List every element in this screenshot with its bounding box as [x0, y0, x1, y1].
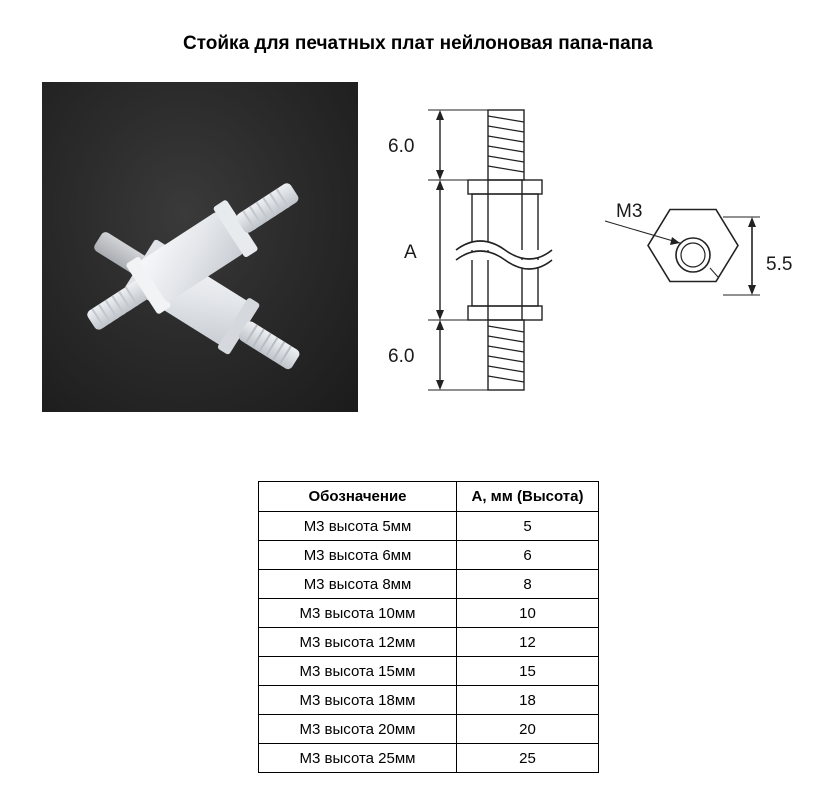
standoff-hex-drawing	[600, 195, 810, 305]
page-title: Стойка для печатных плат нейлоновая папа-папа	[183, 33, 653, 54]
designation-cell: М3 высота 18мм	[259, 686, 457, 715]
height-cell: 10	[457, 599, 599, 628]
table-row	[259, 599, 599, 628]
designation-cell: М3 высота 6мм	[259, 541, 457, 570]
table-row	[259, 541, 599, 570]
product-photo	[42, 82, 358, 412]
height-cell: 15	[457, 657, 599, 686]
height-cell: 25	[457, 744, 599, 773]
table-row	[259, 744, 599, 773]
column-header-designation: Обозначение	[259, 482, 457, 512]
top-thread-dimension: 6.0	[388, 136, 415, 157]
table-row	[259, 512, 599, 541]
designation-cell: М3 высота 15мм	[259, 657, 457, 686]
table-row	[259, 657, 599, 686]
table-header-row	[259, 482, 599, 512]
table-row	[259, 686, 599, 715]
column-header-height: А, мм (Высота)	[457, 482, 599, 512]
height-cell: 20	[457, 715, 599, 744]
designation-cell: М3 высота 12мм	[259, 628, 457, 657]
hex-width-dimension: 5.5	[766, 254, 793, 275]
standoff-side-drawing	[380, 100, 580, 400]
bottom-thread-dimension: 6.0	[388, 346, 415, 367]
nylon-standoff-image	[42, 82, 358, 412]
table-row	[259, 628, 599, 657]
table-row	[259, 570, 599, 599]
height-dimension-a: A	[404, 242, 417, 263]
designation-cell: М3 высота 10мм	[259, 599, 457, 628]
table-row	[259, 715, 599, 744]
height-cell: 12	[457, 628, 599, 657]
thread-size-label: M3	[616, 201, 643, 222]
designation-cell: М3 высота 8мм	[259, 570, 457, 599]
designation-cell: М3 высота 5мм	[259, 512, 457, 541]
height-cell: 5	[457, 512, 599, 541]
spec-table	[258, 481, 599, 773]
height-cell: 6	[457, 541, 599, 570]
height-cell: 8	[457, 570, 599, 599]
designation-cell: М3 высота 20мм	[259, 715, 457, 744]
designation-cell: М3 высота 25мм	[259, 744, 457, 773]
height-cell: 18	[457, 686, 599, 715]
